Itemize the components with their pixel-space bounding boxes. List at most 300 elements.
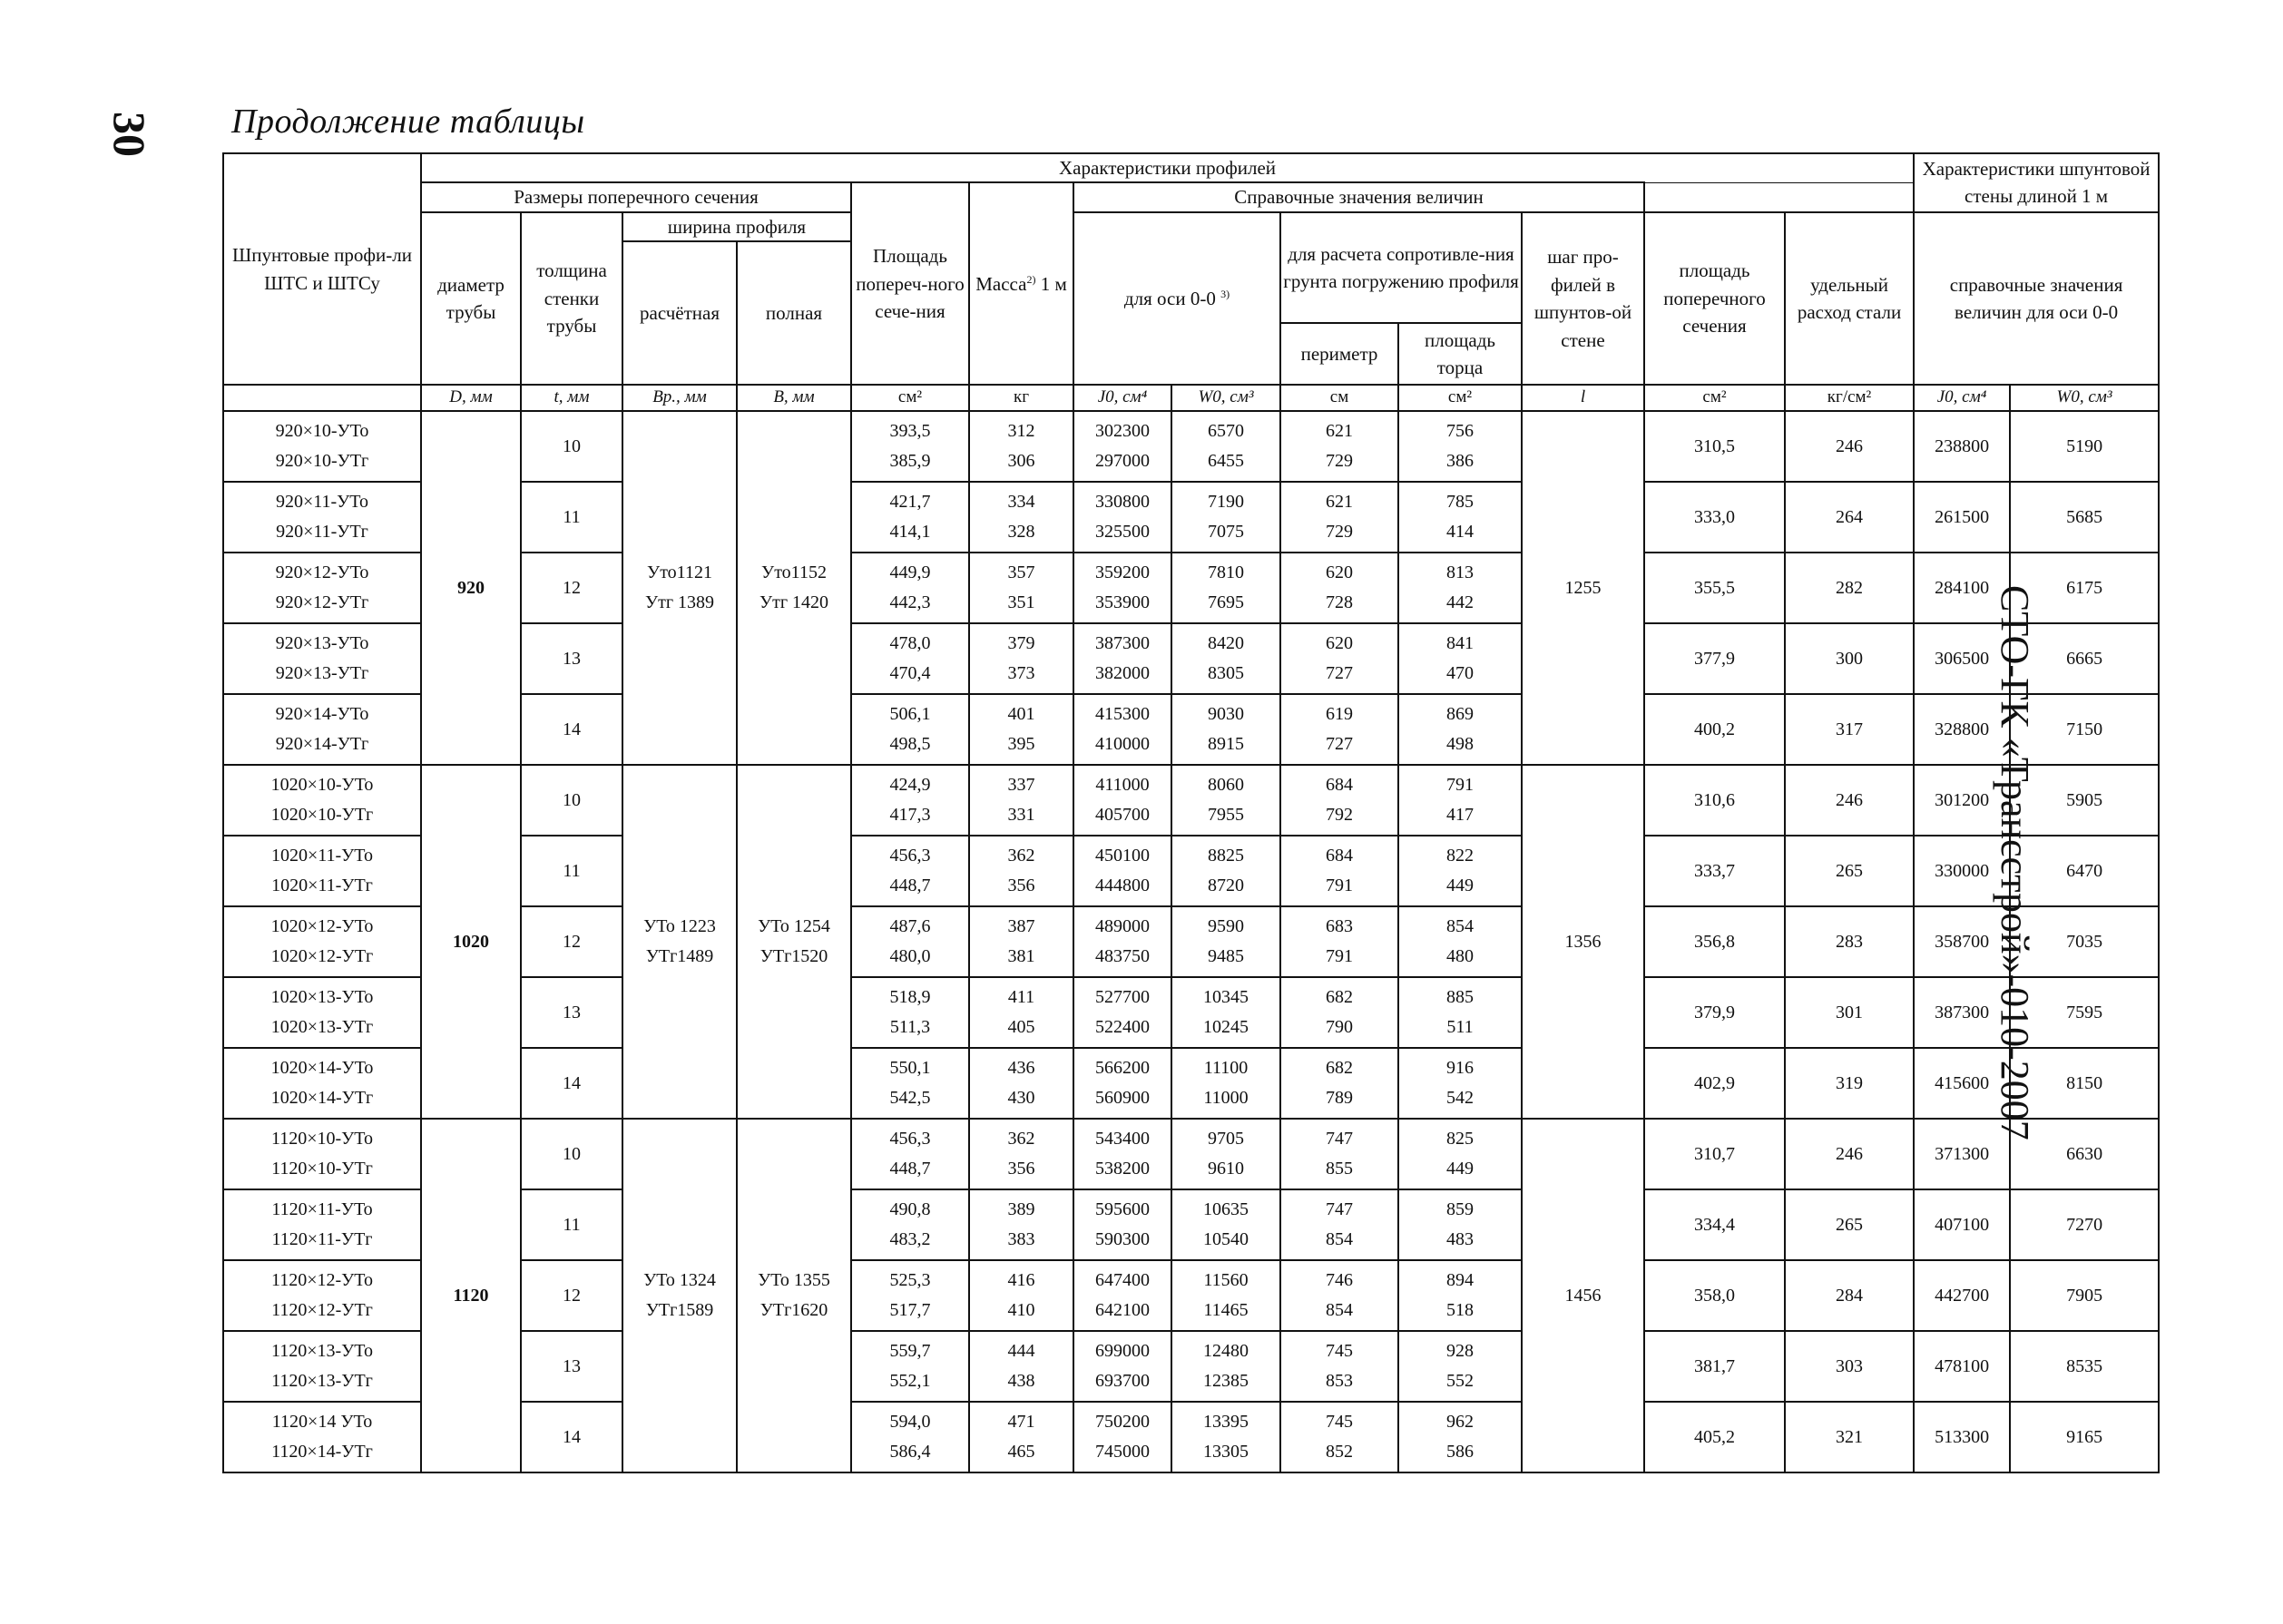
area-cell bbox=[851, 1331, 969, 1402]
j0-lower: 590300 bbox=[1095, 1229, 1150, 1250]
j0-lower: 642100 bbox=[1095, 1300, 1150, 1321]
width-calc bbox=[625, 1266, 734, 1326]
unit-wall-area: см² bbox=[1644, 385, 1785, 411]
mass-upper: 379 bbox=[1007, 633, 1035, 654]
area-cell bbox=[851, 1402, 969, 1472]
perimeter-upper: 745 bbox=[1326, 1412, 1353, 1433]
perimeter bbox=[1283, 1407, 1396, 1467]
steel-use-cell: 246 bbox=[1785, 411, 1914, 482]
w0 bbox=[1174, 1266, 1278, 1326]
w0-upper: 9705 bbox=[1208, 1129, 1244, 1150]
j0-upper: 302300 bbox=[1095, 421, 1150, 442]
end-area-cell bbox=[1398, 694, 1522, 765]
mass-cell bbox=[969, 1189, 1073, 1260]
wall-area-cell: 310,6 bbox=[1644, 765, 1785, 836]
j0-upper: 566200 bbox=[1095, 1058, 1150, 1079]
end-area-upper: 785 bbox=[1446, 492, 1474, 513]
profile-name-upper: 1020×12-УТо bbox=[270, 916, 374, 937]
width-calc-upper: УТо 1324 bbox=[643, 1270, 716, 1291]
pipe-diameter-cell: 920 bbox=[421, 411, 521, 765]
w0-upper: 8420 bbox=[1208, 633, 1244, 654]
mass bbox=[972, 1053, 1071, 1113]
perimeter-upper: 619 bbox=[1326, 704, 1353, 725]
w0-cell bbox=[1171, 765, 1280, 836]
w0-upper: 9030 bbox=[1208, 704, 1244, 725]
wall-j0-cell: 407100 bbox=[1914, 1189, 2010, 1260]
w0 bbox=[1174, 1124, 1278, 1184]
end-area-upper: 859 bbox=[1446, 1199, 1474, 1220]
j0-upper: 595600 bbox=[1095, 1199, 1150, 1220]
w0-upper: 6570 bbox=[1208, 421, 1244, 442]
profile-name bbox=[226, 629, 418, 689]
area-lower: 442,3 bbox=[889, 592, 931, 613]
wall-w0-cell: 8535 bbox=[2010, 1331, 2159, 1402]
profile-name-upper: 1120×13-УТо bbox=[270, 1341, 374, 1362]
area bbox=[854, 1407, 966, 1467]
width-full-cell bbox=[737, 411, 851, 765]
j0-lower: 538200 bbox=[1095, 1159, 1150, 1179]
header-profile-characteristics: Характеристики профилей bbox=[421, 153, 1914, 182]
profile-name-cell bbox=[223, 977, 421, 1048]
wall-thickness-cell: 14 bbox=[521, 1402, 622, 1472]
area-lower: 552,1 bbox=[889, 1371, 931, 1392]
w0-lower: 8305 bbox=[1208, 663, 1244, 684]
wall-j0-cell: 387300 bbox=[1914, 977, 2010, 1048]
area-upper: 449,9 bbox=[889, 563, 931, 583]
area bbox=[854, 629, 966, 689]
steel-use-cell: 265 bbox=[1785, 836, 1914, 906]
perimeter-upper: 682 bbox=[1326, 987, 1353, 1008]
width-full-lower: Утг 1420 bbox=[759, 592, 829, 613]
mass-cell bbox=[969, 553, 1073, 623]
unit-end-area: см² bbox=[1398, 385, 1522, 411]
unit-area: см² bbox=[851, 385, 969, 411]
profile-name-lower: 920×11-УТг bbox=[276, 522, 368, 543]
end-area bbox=[1401, 983, 1519, 1042]
header-perimeter: периметр bbox=[1280, 323, 1398, 385]
profile-name-upper: 1020×14-УТо bbox=[270, 1058, 374, 1079]
area-lower: 542,5 bbox=[889, 1088, 931, 1109]
header-cross-section-sizes: Размеры поперечного сечения bbox=[421, 182, 851, 211]
width-full-cell bbox=[737, 1119, 851, 1472]
table-row bbox=[223, 765, 2159, 836]
perimeter-lower: 791 bbox=[1326, 876, 1353, 896]
perimeter-upper: 747 bbox=[1326, 1199, 1353, 1220]
perimeter-lower: 727 bbox=[1326, 663, 1353, 684]
wall-area-cell: 402,9 bbox=[1644, 1048, 1785, 1119]
perimeter-cell bbox=[1280, 1119, 1398, 1189]
mass-cell bbox=[969, 836, 1073, 906]
wall-w0-cell: 7035 bbox=[2010, 906, 2159, 977]
end-area-cell bbox=[1398, 977, 1522, 1048]
steel-use-cell: 264 bbox=[1785, 482, 1914, 553]
wall-w0-cell: 9165 bbox=[2010, 1402, 2159, 1472]
perimeter-cell bbox=[1280, 553, 1398, 623]
end-area-lower: 498 bbox=[1446, 734, 1474, 755]
w0-lower: 9485 bbox=[1208, 946, 1244, 967]
perimeter-cell bbox=[1280, 906, 1398, 977]
end-area bbox=[1401, 558, 1519, 618]
perimeter-lower: 852 bbox=[1326, 1442, 1353, 1463]
area-upper: 478,0 bbox=[889, 633, 931, 654]
area-lower: 586,4 bbox=[889, 1442, 931, 1463]
end-area-upper: 825 bbox=[1446, 1129, 1474, 1150]
w0-cell bbox=[1171, 977, 1280, 1048]
profile-name-cell bbox=[223, 765, 421, 836]
end-area-lower: 417 bbox=[1446, 805, 1474, 826]
wall-w0-cell: 6470 bbox=[2010, 836, 2159, 906]
mass-cell bbox=[969, 1331, 1073, 1402]
area bbox=[854, 1336, 966, 1396]
mass bbox=[972, 983, 1071, 1042]
end-area bbox=[1401, 629, 1519, 689]
area-lower: 470,4 bbox=[889, 663, 931, 684]
area-lower: 517,7 bbox=[889, 1300, 931, 1321]
pitch-cell: 1456 bbox=[1522, 1119, 1644, 1472]
profile-name bbox=[226, 983, 418, 1042]
header-end-area: площадь торца bbox=[1398, 323, 1522, 385]
j0-upper: 543400 bbox=[1095, 1129, 1150, 1150]
end-area-upper: 841 bbox=[1446, 633, 1474, 654]
end-area bbox=[1401, 699, 1519, 759]
header-wall-area: площадь поперечного сечения bbox=[1644, 212, 1785, 385]
header-wall-reference: справочные значения величин для оси 0-0 bbox=[1914, 212, 2159, 385]
end-area-lower: 480 bbox=[1446, 946, 1474, 967]
j0-cell bbox=[1073, 411, 1171, 482]
end-area-cell bbox=[1398, 411, 1522, 482]
area-upper: 490,8 bbox=[889, 1199, 931, 1220]
steel-use-cell: 246 bbox=[1785, 1119, 1914, 1189]
profile-name-lower: 920×13-УТг bbox=[275, 663, 369, 684]
area bbox=[854, 841, 966, 901]
steel-use-cell: 246 bbox=[1785, 765, 1914, 836]
mass-cell bbox=[969, 977, 1073, 1048]
j0 bbox=[1076, 1195, 1169, 1255]
area-cell bbox=[851, 623, 969, 694]
w0-cell bbox=[1171, 1189, 1280, 1260]
w0-lower: 10245 bbox=[1203, 1017, 1249, 1038]
wall-area-cell: 333,7 bbox=[1644, 836, 1785, 906]
wall-w0-cell: 7905 bbox=[2010, 1260, 2159, 1331]
end-area-cell bbox=[1398, 623, 1522, 694]
wall-area-cell: 333,0 bbox=[1644, 482, 1785, 553]
j0-lower: 382000 bbox=[1095, 663, 1150, 684]
profile-name-upper: 920×14-УТо bbox=[275, 704, 369, 725]
w0-upper: 11560 bbox=[1203, 1270, 1249, 1291]
w0-cell bbox=[1171, 482, 1280, 553]
steel-use-cell: 303 bbox=[1785, 1331, 1914, 1402]
perimeter-upper: 621 bbox=[1326, 492, 1353, 513]
wall-j0-cell: 261500 bbox=[1914, 482, 2010, 553]
mass bbox=[972, 841, 1071, 901]
mass-cell bbox=[969, 906, 1073, 977]
profile-name-cell bbox=[223, 1402, 421, 1472]
w0-upper: 10345 bbox=[1203, 987, 1249, 1008]
perimeter bbox=[1283, 629, 1396, 689]
profile-name-cell bbox=[223, 1048, 421, 1119]
end-area bbox=[1401, 1053, 1519, 1113]
end-area-upper: 962 bbox=[1446, 1412, 1474, 1433]
w0-upper: 12480 bbox=[1203, 1341, 1249, 1362]
end-area-lower: 470 bbox=[1446, 663, 1474, 684]
profile-name-lower: 1120×12-УТг bbox=[271, 1300, 373, 1321]
profile-name bbox=[226, 487, 418, 547]
profile-name bbox=[226, 841, 418, 901]
perimeter bbox=[1283, 416, 1396, 476]
w0-upper: 8060 bbox=[1208, 775, 1244, 796]
j0-upper: 411000 bbox=[1095, 775, 1150, 796]
perimeter-cell bbox=[1280, 1048, 1398, 1119]
j0 bbox=[1076, 558, 1169, 618]
w0-upper: 9590 bbox=[1208, 916, 1244, 937]
wall-area-cell: 377,9 bbox=[1644, 623, 1785, 694]
area-upper: 393,5 bbox=[889, 421, 931, 442]
profile-name-upper: 1020×13-УТо bbox=[270, 987, 374, 1008]
perimeter bbox=[1283, 1195, 1396, 1255]
wall-area-cell: 310,5 bbox=[1644, 411, 1785, 482]
mass bbox=[972, 912, 1071, 972]
wall-j0-cell: 478100 bbox=[1914, 1331, 2010, 1402]
w0 bbox=[1174, 983, 1278, 1042]
j0-lower: 325500 bbox=[1095, 522, 1150, 543]
mass-cell bbox=[969, 411, 1073, 482]
pipe-diameter-cell: 1020 bbox=[421, 765, 521, 1119]
end-area-cell bbox=[1398, 1048, 1522, 1119]
perimeter-cell bbox=[1280, 411, 1398, 482]
area-upper: 421,7 bbox=[889, 492, 931, 513]
mass-lower: 383 bbox=[1007, 1229, 1035, 1250]
pitch-cell: 1255 bbox=[1522, 411, 1644, 765]
perimeter bbox=[1283, 912, 1396, 972]
j0 bbox=[1076, 1407, 1169, 1467]
w0-cell bbox=[1171, 694, 1280, 765]
j0-upper: 450100 bbox=[1095, 846, 1150, 866]
wall-w0-cell: 6630 bbox=[2010, 1119, 2159, 1189]
area bbox=[854, 1266, 966, 1326]
profile-name bbox=[226, 912, 418, 972]
j0-cell bbox=[1073, 977, 1171, 1048]
profile-name-lower: 920×14-УТг bbox=[275, 734, 369, 755]
w0 bbox=[1174, 1053, 1278, 1113]
unit-mass: кг bbox=[969, 385, 1073, 411]
end-area bbox=[1401, 770, 1519, 830]
j0-cell bbox=[1073, 482, 1171, 553]
end-area-cell bbox=[1398, 1260, 1522, 1331]
perimeter-cell bbox=[1280, 694, 1398, 765]
w0-lower: 8720 bbox=[1208, 876, 1244, 896]
j0-lower: 444800 bbox=[1095, 876, 1150, 896]
end-area-cell bbox=[1398, 1331, 1522, 1402]
area-cell bbox=[851, 906, 969, 977]
end-area-upper: 869 bbox=[1446, 704, 1474, 725]
area-upper: 424,9 bbox=[889, 775, 931, 796]
profile-name-cell bbox=[223, 1260, 421, 1331]
width-calc bbox=[625, 558, 734, 618]
w0-lower: 9610 bbox=[1208, 1159, 1244, 1179]
mass bbox=[972, 699, 1071, 759]
unit-pitch: l bbox=[1522, 385, 1644, 411]
wall-w0-cell: 5685 bbox=[2010, 482, 2159, 553]
header-profiles: Шпунтовые профи-ли ШТС и ШТСу bbox=[223, 153, 421, 385]
mass-cell bbox=[969, 1048, 1073, 1119]
steel-use-cell: 319 bbox=[1785, 1048, 1914, 1119]
j0 bbox=[1076, 841, 1169, 901]
w0-lower: 11000 bbox=[1203, 1088, 1249, 1109]
mass-lower: 331 bbox=[1007, 805, 1035, 826]
w0-lower: 7955 bbox=[1208, 805, 1244, 826]
wall-area-cell: 355,5 bbox=[1644, 553, 1785, 623]
j0-upper: 387300 bbox=[1095, 633, 1150, 654]
steel-use-cell: 300 bbox=[1785, 623, 1914, 694]
area-upper: 550,1 bbox=[889, 1058, 931, 1079]
j0 bbox=[1076, 699, 1169, 759]
width-full-upper: УТо 1355 bbox=[758, 1270, 830, 1291]
mass-upper: 411 bbox=[1007, 987, 1035, 1008]
end-area-lower: 552 bbox=[1446, 1371, 1474, 1392]
area bbox=[854, 487, 966, 547]
area-lower: 498,5 bbox=[889, 734, 931, 755]
w0-cell bbox=[1171, 1402, 1280, 1472]
wall-j0-cell: 284100 bbox=[1914, 553, 2010, 623]
end-area-lower: 586 bbox=[1446, 1442, 1474, 1463]
w0 bbox=[1174, 1195, 1278, 1255]
j0-cell bbox=[1073, 623, 1171, 694]
mass-lower: 465 bbox=[1007, 1442, 1035, 1463]
wall-j0-cell: 306500 bbox=[1914, 623, 2010, 694]
perimeter bbox=[1283, 841, 1396, 901]
end-area-cell bbox=[1398, 906, 1522, 977]
header-mass: Масса$^{2)}$ 1 м bbox=[969, 182, 1073, 385]
width-calc-lower: УТг1489 bbox=[645, 946, 714, 967]
end-area bbox=[1401, 1336, 1519, 1396]
area bbox=[854, 699, 966, 759]
perimeter-upper: 746 bbox=[1326, 1270, 1353, 1291]
j0-lower: 560900 bbox=[1095, 1088, 1150, 1109]
profile-name-lower: 1020×11-УТг bbox=[271, 876, 373, 896]
wall-area-cell: 358,0 bbox=[1644, 1260, 1785, 1331]
wall-area-cell: 400,2 bbox=[1644, 694, 1785, 765]
j0-upper: 750200 bbox=[1095, 1412, 1150, 1433]
end-area-lower: 511 bbox=[1446, 1017, 1474, 1038]
end-area-upper: 894 bbox=[1446, 1270, 1474, 1291]
end-area-cell bbox=[1398, 1119, 1522, 1189]
end-area-cell bbox=[1398, 836, 1522, 906]
w0-lower: 7695 bbox=[1208, 592, 1244, 613]
wall-j0-cell: 371300 bbox=[1914, 1119, 2010, 1189]
j0-cell bbox=[1073, 1260, 1171, 1331]
w0 bbox=[1174, 1407, 1278, 1467]
wall-thickness-cell: 12 bbox=[521, 1260, 622, 1331]
wall-thickness-cell: 13 bbox=[521, 1331, 622, 1402]
j0-lower: 353900 bbox=[1095, 592, 1150, 613]
width-calc-cell bbox=[622, 1119, 737, 1472]
area-lower: 480,0 bbox=[889, 946, 931, 967]
perimeter-cell bbox=[1280, 836, 1398, 906]
end-area-upper: 854 bbox=[1446, 916, 1474, 937]
j0-lower: 410000 bbox=[1095, 734, 1150, 755]
mass-lower: 430 bbox=[1007, 1088, 1035, 1109]
area-cell bbox=[851, 553, 969, 623]
w0 bbox=[1174, 841, 1278, 901]
profile-name-lower: 1020×14-УТг bbox=[270, 1088, 374, 1109]
perimeter bbox=[1283, 1053, 1396, 1113]
j0 bbox=[1076, 629, 1169, 689]
page-title: Продолжение таблицы bbox=[231, 103, 585, 141]
end-area-cell bbox=[1398, 1189, 1522, 1260]
header-wall-characteristics: Характеристики шпунтовой стены длиной 1 м bbox=[1914, 153, 2159, 212]
profile-name-lower: 1120×13-УТг bbox=[271, 1371, 373, 1392]
j0-cell bbox=[1073, 1189, 1171, 1260]
end-area bbox=[1401, 1266, 1519, 1326]
perimeter-lower: 728 bbox=[1326, 592, 1353, 613]
j0-lower: 405700 bbox=[1095, 805, 1150, 826]
steel-use-cell: 283 bbox=[1785, 906, 1914, 977]
mass-upper: 337 bbox=[1007, 775, 1035, 796]
end-area bbox=[1401, 416, 1519, 476]
mass-upper: 444 bbox=[1007, 1341, 1035, 1362]
w0-upper: 8825 bbox=[1208, 846, 1244, 866]
mass-cell bbox=[969, 623, 1073, 694]
wall-thickness-cell: 11 bbox=[521, 482, 622, 553]
area-lower: 417,3 bbox=[889, 805, 931, 826]
mass-cell bbox=[969, 765, 1073, 836]
profile-name bbox=[226, 770, 418, 830]
pipe-diameter-cell: 1120 bbox=[421, 1119, 521, 1472]
width-calc-lower: Утг 1389 bbox=[644, 592, 715, 613]
steel-use-cell: 317 bbox=[1785, 694, 1914, 765]
mass-upper: 389 bbox=[1007, 1199, 1035, 1220]
wall-area-cell: 405,2 bbox=[1644, 1402, 1785, 1472]
perimeter-lower: 854 bbox=[1326, 1300, 1353, 1321]
area-cell bbox=[851, 411, 969, 482]
unit-b: B, мм bbox=[737, 385, 851, 411]
header-profile-width: ширина профиля bbox=[622, 212, 851, 241]
end-area-lower: 386 bbox=[1446, 451, 1474, 472]
profiles-table bbox=[222, 152, 2160, 1473]
wall-w0-cell: 6175 bbox=[2010, 553, 2159, 623]
profile-name bbox=[226, 558, 418, 618]
wall-w0-cell: 8150 bbox=[2010, 1048, 2159, 1119]
mass-upper: 471 bbox=[1007, 1412, 1035, 1433]
perimeter bbox=[1283, 770, 1396, 830]
w0 bbox=[1174, 699, 1278, 759]
w0 bbox=[1174, 1336, 1278, 1396]
j0-lower: 297000 bbox=[1095, 451, 1150, 472]
perimeter-lower: 790 bbox=[1326, 1017, 1353, 1038]
perimeter bbox=[1283, 1124, 1396, 1184]
j0 bbox=[1076, 416, 1169, 476]
perimeter bbox=[1283, 558, 1396, 618]
wall-area-cell: 310,7 bbox=[1644, 1119, 1785, 1189]
wall-j0-cell: 330000 bbox=[1914, 836, 2010, 906]
w0-upper: 7810 bbox=[1208, 563, 1244, 583]
wall-w0-cell: 7150 bbox=[2010, 694, 2159, 765]
end-area-cell bbox=[1398, 765, 1522, 836]
area-upper: 525,3 bbox=[889, 1270, 931, 1291]
area-cell bbox=[851, 836, 969, 906]
j0-cell bbox=[1073, 1048, 1171, 1119]
end-area-lower: 414 bbox=[1446, 522, 1474, 543]
wall-j0-cell: 328800 bbox=[1914, 694, 2010, 765]
profile-name-lower: 920×10-УТг bbox=[275, 451, 369, 472]
profile-name-lower: 1120×10-УТг bbox=[271, 1159, 373, 1179]
w0-upper: 10635 bbox=[1203, 1199, 1249, 1220]
width-full-lower: УТг1520 bbox=[759, 946, 828, 967]
mass-upper: 362 bbox=[1007, 846, 1035, 866]
width-full-cell bbox=[737, 765, 851, 1119]
area-upper: 456,3 bbox=[889, 846, 931, 866]
w0-cell bbox=[1171, 1260, 1280, 1331]
